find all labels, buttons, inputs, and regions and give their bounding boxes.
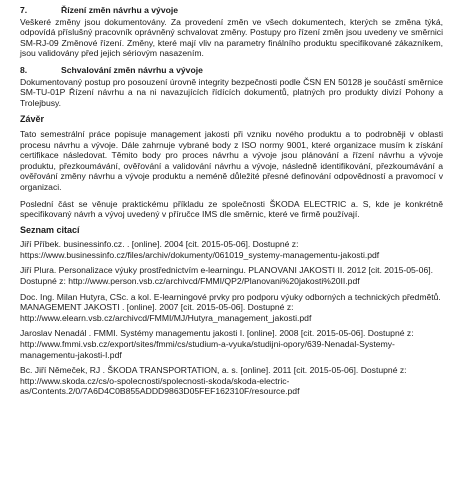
reference-item: Doc. Ing. Milan Hutyra, CSc. a kol. E-learningové prvky pro podporu výuky odborných a technických předmětů. MANAGEMENT JAKOSTI . [online]. 2007 [cit. 2015-05-06]. Dostupné z: http://www.elearn.vsb.cz/archivcd/FMMI/MJ/Hutyra_management_jakosti.pdf — [20, 291, 441, 323]
reference-item: Jiří Plura. Personalizace výuky prostřednictvím e-learningu. PLANOVANI JAKOSTI II. 2012 [cit. 2015-05-06]. Dostupné z: http://www.person.vsb.cz/archivcd/FMMI/QP2/Planovani%20jakosti%20II.pdf — [20, 265, 433, 287]
section-8 — [20, 65, 443, 108]
conclusion — [20, 114, 443, 219]
section-heading — [20, 65, 443, 76]
section-title: Řízení změn návrhu a vývoje — [61, 5, 179, 15]
section-number: 8. — [20, 64, 28, 75]
references — [20, 225, 443, 397]
reference-item: Bc. Jiří Němeček, RJ . ŠKODA TRANSPORTATION, a. s. [online]. 2011 [cit. 2015-05-06]. Dostupné z: http://www.skoda.cz/cs/o-spolecnosti/spolecnosti-skoda/skoda-electric-as/Contents.2/0/7A6D4C0B855ADDD9863D05FEF162310F/resource.pdf — [20, 365, 407, 397]
section-number: 7. — [20, 5, 28, 15]
section-heading — [20, 5, 443, 16]
section-body: Dokumentovaný postup pro posouzení úrovně integrity bezpečnosti podle ČSN EN 50128 je součástí směrnice SM-TU-01P Řízení návrhu a na ni navazujících řídících dokumentů, platných pro produkty divizí Pohony a Trolejbusy. — [20, 76, 443, 108]
section-7 — [20, 5, 443, 59]
section-title: Schvalování změn návrhu a vývoje — [61, 64, 203, 75]
reference-item: Jaroslav Nenadál . FMMI. Systémy managementu jakosti I. [online]. 2008 [cit. 2015-05-06]. Dostupné z: http://www.fmmi.vsb.cz/export/sites/fmmi/cs/studium-a-vyuka/studijni-opory/639-Nenadal-Systemy-managementu-jakosti-I.pdf — [20, 328, 414, 360]
conclusion-paragraph: Tato semestrální práce popisuje management jakosti při vzniku nového produktu a to podrobněji v oblasti procesu návrhu a vývoje. Dále zahrnuje vybrané body z ISO normy 9001, které organizace musím k získání certifikace následovat. Těmito body pro proces návrhu a vývoje jsou plánování a řízení návrhu a vývoje produktu, přezkoumávání, ověřování a validování návrhu a vývoje, následně identifikování, přezkoumávání a ověřování změny návrhu a vývoje produktu a neméně důležité přesné definování odpovědností a pravomocí v organizaci. — [20, 128, 443, 192]
references-heading: Seznam citací — [20, 224, 80, 235]
section-body: Veškeré změny jsou dokumentovány. Za provedení změn ve všech dokumentech, kterých se změna týká, odpovídá příslušný pracovník oprávněný schvalovat změny. Postupy pro řízení změn jsou uvedeny ve směrnici SM-RJ-09 Změnové řízení. Změny, které mají vliv na parametry finálního produktu specifikované zákazníkem, jsou validovány před jejich sériovým nasazením. — [20, 16, 443, 59]
reference-item: Jiří Příbek. businessinfo.cz. . [online]. 2004 [cit. 2015-05-06]. Dostupné z: https://www.businessinfo.cz/files/archiv/dokumenty/061019_systemy-managementu-jakosti.pdf — [20, 239, 380, 260]
conclusion-heading: Závěr — [20, 114, 45, 125]
conclusion-paragraph: Poslední část se věnuje praktickému příkladu ze společnosti ŠKODA ELECTRIC a. S, kde je konkrétně specifikovaný návrh a vývoj uvedený v příručce IMS dle směrnic, které ve firmě používají. — [20, 198, 443, 220]
